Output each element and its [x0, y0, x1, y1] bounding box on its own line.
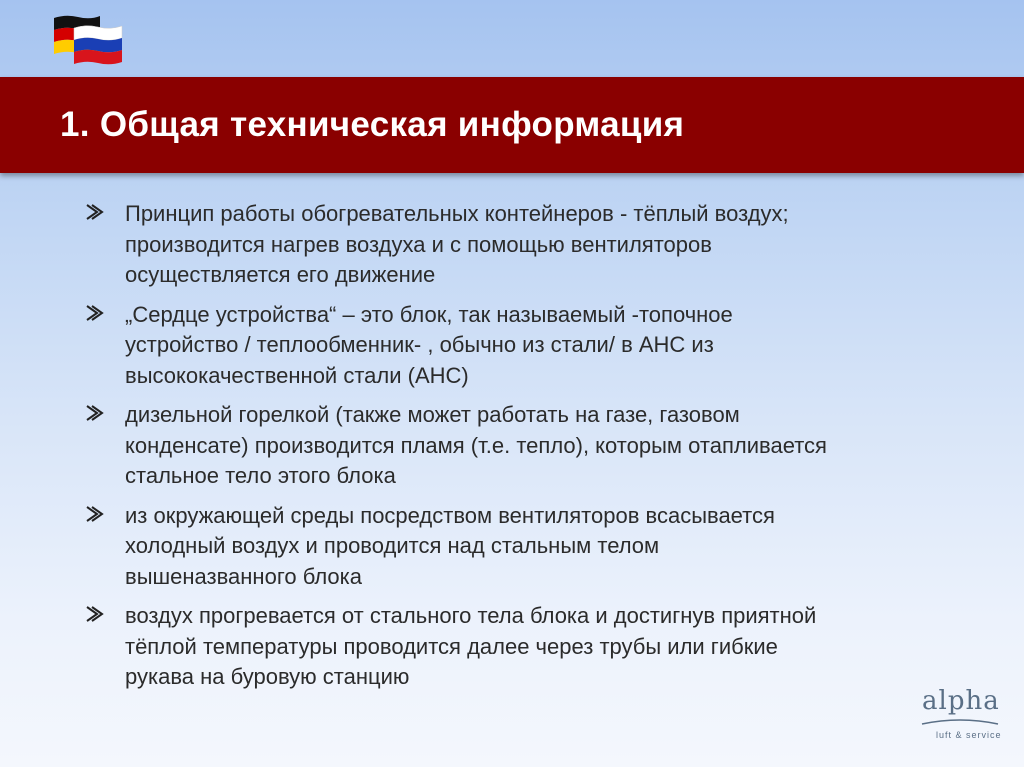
logo-swoosh-icon — [920, 718, 1000, 728]
list-item — [86, 501, 986, 593]
alpha-logo — [916, 688, 1002, 746]
list-item — [86, 199, 986, 291]
bullet-text: из окружающей среды посредством вентиляторов всасывается холодный воздух и проводится над стальным телом вышеназванного блока — [125, 502, 775, 589]
page-title: 1. Общая техническая информация — [60, 105, 685, 144]
arrow-bullet-icon — [86, 404, 106, 422]
bullet-text: дизельной горелкой (также может работать на газе, газовом конденсате) производится пламя (т.е. тепло), которым отапливается стальное тело этого блока — [125, 402, 827, 488]
arrow-bullet-icon — [86, 203, 106, 221]
list-item — [86, 300, 986, 392]
logo-wordmark: alpha — [922, 686, 1000, 716]
arrow-bullet-icon — [86, 304, 106, 322]
german-russian-flags-icon — [50, 12, 126, 66]
list-item — [86, 400, 986, 492]
bullet-text: воздух прогревается от стального тела блока и достигнув приятной тёплой температуры проводится далее через трубы или гибкие рукава на буровую станцию — [125, 603, 817, 689]
bullet-list — [86, 199, 986, 702]
arrow-bullet-icon — [86, 505, 106, 523]
bullet-text: Принцип работы обогревательных контейнеров - тёплый воздух; производится нагрев воздуха и с помощью вентиляторов осуществляется его движение — [125, 201, 789, 287]
list-item — [86, 601, 986, 693]
logo-tagline: luft & service — [936, 730, 1002, 740]
arrow-bullet-icon — [86, 605, 106, 623]
bullet-text: „Сердце устройства“ – это блок, так называемый -топочное устройство / теплообменник- , обычно из стали/ в АНС из высококачественной стали (АНС) — [125, 301, 733, 388]
